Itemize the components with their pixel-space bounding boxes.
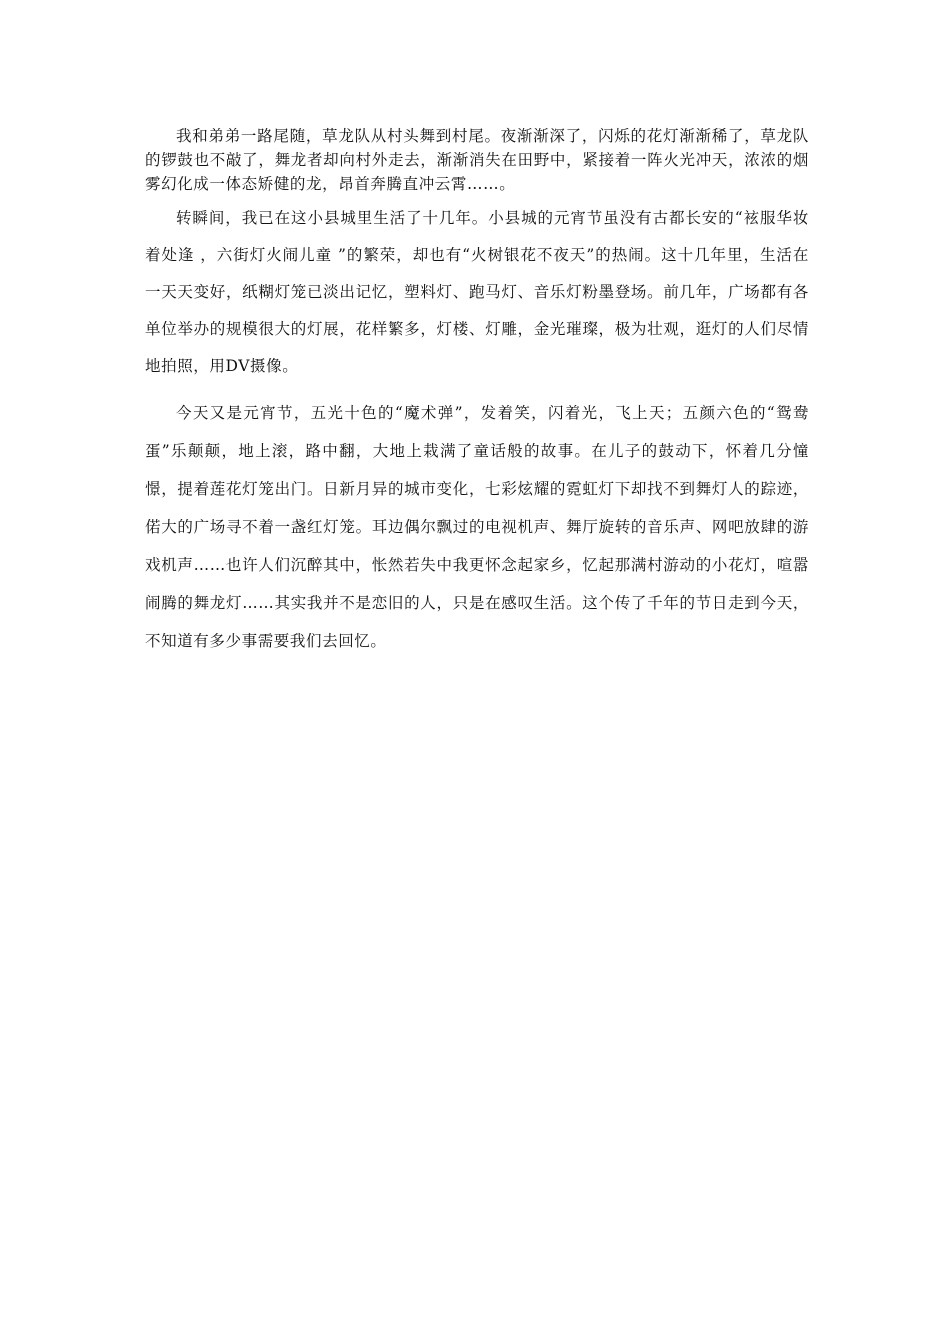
paragraph-county-town: 转瞬间，我已在这小县城里生活了十几年。小县城的元宵节虽没有古都长安的“袨服华妆着处逢 ，六街灯火闹儿童 ”的繁荣，却也有“火树银花不夜天”的热闹。这十几年里，生活在一天天变好，纸糊灯笼已淡出记忆，塑料灯、跑马灯、音乐灯粉墨登场。前几年，广场都有各单位举办的规模很大的灯展，花样繁多，灯楼、灯雕，金光璀璨，极为壮观，逛灯的人们尽情地拍照，用DV摄像。	[145, 209, 809, 375]
paragraph-block-1	[145, 124, 809, 196]
paragraph-lantern-festival-today: 今天又是元宵节，五光十色的“魔术弹”，发着笑，闪着光，飞上天；五颜六色的“鸳鸯蛋”乐颠颠，地上滚，路中翻，大地上栽满了童话般的故事。在儿子的鼓动下，怀着几分憧憬，提着莲花灯笼出门。日新月异的城市变化，七彩炫耀的霓虹灯下却找不到舞灯人的踪迹，偌大的广场寻不着一盏红灯笼。耳边偶尔飘过的电视机声、舞厅旋转的音乐声、网吧放肆的游戏机声……也许人们沉醉其中，怅然若失中我更怀念起家乡，忆起那满村游动的小花灯，喧嚣闹腾的舞龙灯……其实我并不是恋旧的人，只是在感叹生活。这个传了千年的节日走到今天，不知道有多少事需要我们去回忆。	[145, 404, 809, 650]
paragraph-block-3	[145, 394, 809, 660]
paragraph-dragon-dance: 我和弟弟一路尾随，草龙队从村头舞到村尾。夜渐渐深了，闪烁的花灯渐渐稀了，草龙队的锣鼓也不敲了，舞龙者却向村外走去，渐渐消失在田野中，紧接着一阵火光冲天，浓浓的烟雾幻化成一体态矫健的龙，昂首奔腾直冲云霄……。	[145, 127, 809, 193]
paragraph-block-2	[145, 200, 809, 385]
